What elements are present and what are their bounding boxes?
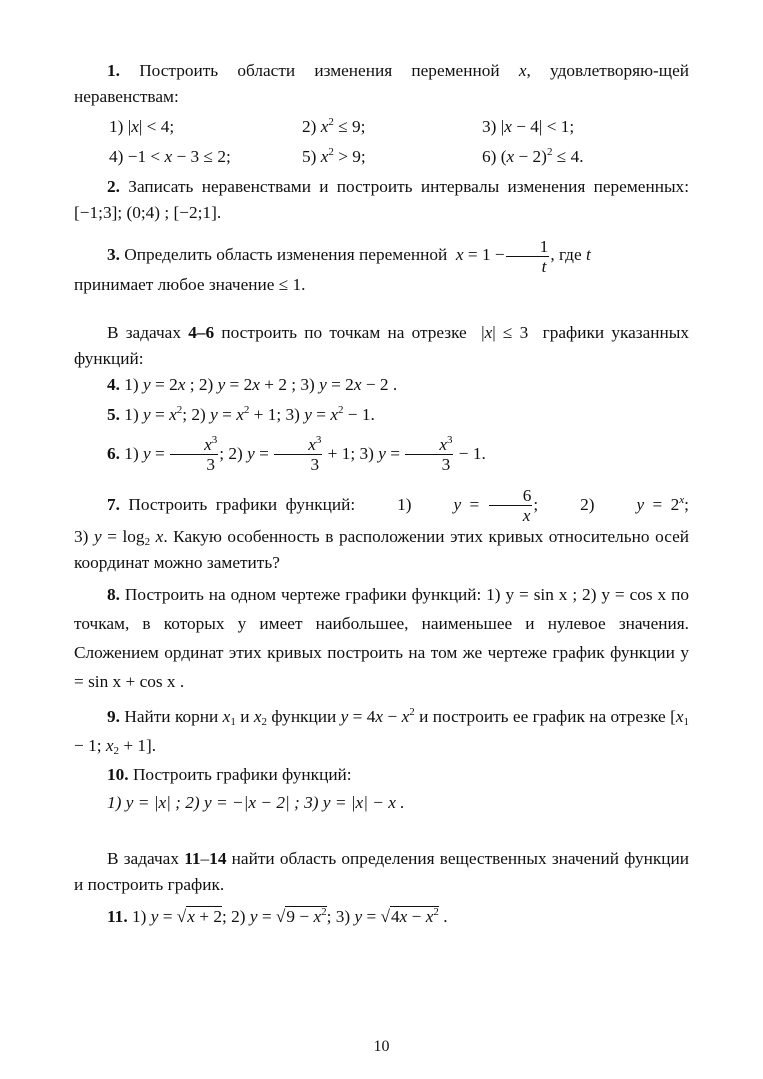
problem-3-cont: принимает любое значение ≤ 1. <box>74 274 306 294</box>
problem-text-cont: , удовлетворяю-щей неравенствам: <box>74 61 689 106</box>
problem-2 <box>74 174 689 226</box>
intervals: [−1;3]; (0;4) ; [−2;1]. <box>74 203 222 222</box>
problem-3 <box>74 236 689 276</box>
problem-7-cont: 3) $y = \log_2 x$. Какую особенность в расположении этих кривых относительно осей координат можно заметить? <box>74 526 689 572</box>
fraction: $\frac{1}{t}$ <box>506 237 550 276</box>
problem-number: 8. <box>107 584 120 604</box>
problem-text: Построить на одном чертеже графики функций: 1) y = sin x ; 2) y = cos x по точкам, в которых y имеет наибольшее, наименьшее и нулевое значения. Сложением ординат этих кривых построить на том же чертеже график функции y = sin x + cos x . <box>74 584 689 691</box>
fraction: $\frac{6}{x}$ <box>489 486 533 525</box>
variable: x <box>518 61 527 80</box>
inequality-1: 1) |x| < 4; <box>109 117 175 136</box>
fraction: $\frac{x^3}{3}$ <box>170 435 218 474</box>
inequality-3: 3) |x − 4| < 1; <box>482 117 575 136</box>
problem-8 <box>74 580 689 696</box>
problem-number: 5. <box>107 404 120 424</box>
fraction: $\frac{x^3}{3}$ <box>274 435 322 474</box>
inequality-2: 2) $x^2 \le 9$; <box>302 116 366 136</box>
problem-9: 9. Найти корни $x_1$ и $x_2$ функции $y = 4x - x^2$ и построить ее график на отрезке [$x_1 - 1$; $x_2 + 1$]. <box>74 705 690 757</box>
problem-text-cont: , где <box>550 245 582 264</box>
problem-5: 5. 1) $y = x^2$; 2) $y = x^2 + 1$; 3) $y = x^2 - 1$. <box>107 403 375 424</box>
fraction: $\frac{x^3}{3}$ <box>405 435 453 474</box>
problem-4: 4. 1) y = 2x ; 2) y = 2x + 2 ; 3) y = 2x − 2 . <box>107 374 398 394</box>
problem-10 <box>74 762 689 788</box>
problem-10-items: 1) y = |x| ; 2) y = −|x − 2| ; 3) y = |x| − x . <box>107 792 405 812</box>
problem-text: Записать неравенствами и построить интервалы изменения переменных: <box>128 177 689 196</box>
problem-6: 6. 1) y = $\frac{x^3}{3}$ ; 2) y = $\frac{x^3}{3}$ + 1; 3) y = $\frac{x^3}{3}$ − 1. <box>107 434 486 475</box>
problem-number: 10. <box>107 764 129 784</box>
problem-text: Построить графики функций: <box>132 764 352 784</box>
problem-11: 11. 1) y = √x + 2; 2) $y = √9 - x^2$; 3) $y = √4x - x^2$ . <box>107 905 448 926</box>
problem-number: 3. <box>107 245 120 264</box>
inequality-5: 5) $x^2 > 9$; <box>302 146 366 166</box>
formula: x = 1 − <box>455 245 505 264</box>
problem-number: 2. <box>107 177 120 196</box>
inequality-row-2 <box>74 144 689 174</box>
problem-7: 7. Построить графики функций: 1) y = $\frac{6}{x}$ ; 2) $y = 2^x$; <box>107 486 689 526</box>
problem-text: Построить области изменения переменной <box>139 61 500 80</box>
inequality-row-1 <box>74 114 689 144</box>
problem-number: 9. <box>107 706 120 726</box>
inequality-6: 6) $(x - 2)^2 \le 4$. <box>482 146 584 166</box>
intro-11-14: В задачах 11–14 найти область определения вещественных значений функции и построить график. <box>74 848 689 894</box>
problem-text: Определить область изменения переменной <box>124 245 448 264</box>
page-number: 10 <box>373 1038 390 1055</box>
problem-number: 1. <box>107 61 120 80</box>
range: 4–6 <box>188 322 215 342</box>
inequality-4: 4) −1 < x − 3 ≤ 2; <box>109 147 231 166</box>
page-content <box>74 58 689 932</box>
problem-number: 4. <box>107 374 120 394</box>
problem-number: 6. <box>107 443 120 463</box>
problem-1 <box>74 58 689 110</box>
problem-number: 7. <box>107 494 120 514</box>
intro-4-6: В задачах 4–6 построить по точкам на отрезке |x| ≤ 3 графики указанных функций: <box>74 322 690 368</box>
problem-number: 11. <box>107 906 128 926</box>
problem-text: Построить графики функций: <box>128 494 356 514</box>
variable: t <box>585 245 591 264</box>
